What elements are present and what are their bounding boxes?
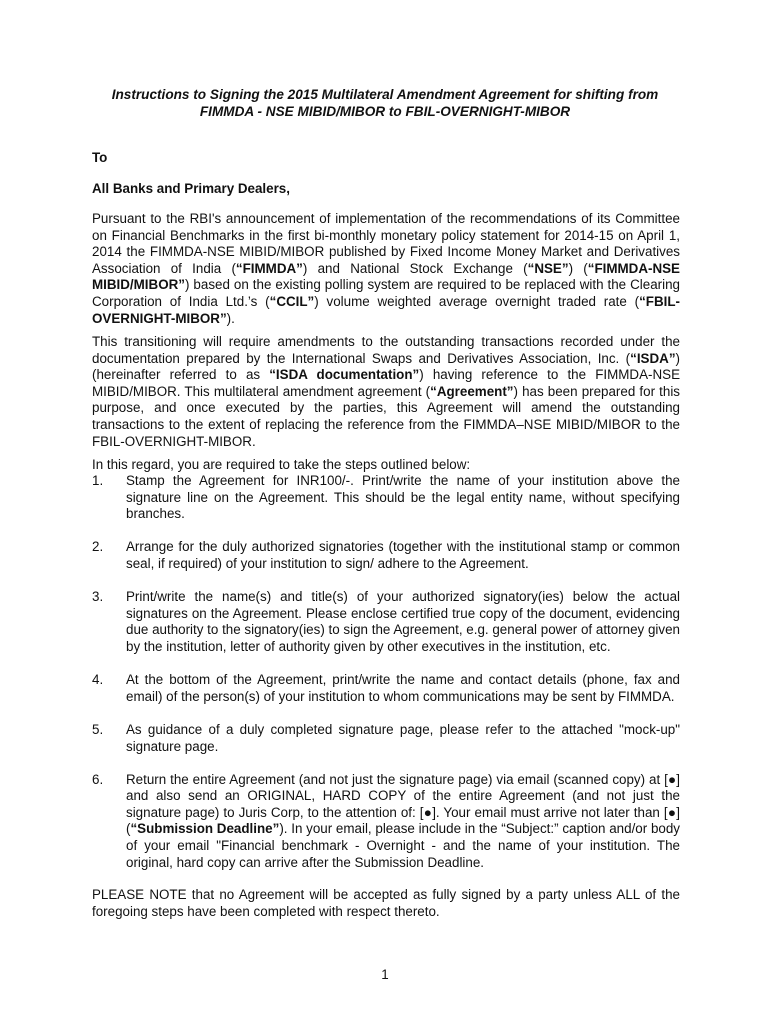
addressee-to: To xyxy=(92,150,108,165)
para2-text-c: ) (hereinafter referred to as xyxy=(92,350,680,383)
step-text: Stamp the Agreement for INR100/-. Print/write the name of your institution above the signature line on the Agreement. This should be the legal entity name, without specifying branches. xyxy=(126,473,680,522)
steps-intro: In this regard, you are required to take the steps outlined below: xyxy=(92,457,471,472)
step-text: Arrange for the duly authorized signatories (together with the institutional stamp or common seal, if required) of your institution to sign/ adhere to the Agreement. xyxy=(126,539,680,571)
paragraph-transitioning xyxy=(92,334,680,450)
step-item xyxy=(92,772,680,872)
page-number: 1 xyxy=(381,967,389,982)
step-number: 4. xyxy=(92,672,104,688)
step6-text-c: ). In your email, please include in the “Subject:” caption and/or body of your email "Financial benchmark - Overnight - and the name of your institution. The original, hard copy can arrive after the Submission Deadline. xyxy=(126,821,680,870)
para1-text-g: ) based on the existing polling system are required to be replaced with the Clearing Corporation of India Ltd.’s ( xyxy=(92,277,680,309)
step-item xyxy=(92,539,680,572)
step-item xyxy=(92,473,680,523)
step-number: 5. xyxy=(92,721,104,737)
para2-text-a: This transitioning will require amendments to the outstanding transactions recorded under the documentation prepared by the International Swaps and Derivatives Association, Inc. ( xyxy=(92,334,680,366)
para2-term-agreement: “Agreement” xyxy=(430,383,514,399)
step-text: As guidance of a duly completed signature page, please refer to the attached "mock-up" signature page. xyxy=(126,721,680,754)
para1-text-c: ) and National Stock Exchange ( xyxy=(302,260,528,276)
document-title xyxy=(86,86,684,120)
please-note-paragraph: PLEASE NOTE that no Agreement will be accepted as fully signed by a party unless ALL of the foregoing steps have been completed with respect thereto. xyxy=(92,887,680,919)
step-text xyxy=(126,772,680,872)
steps-list xyxy=(92,473,680,888)
paragraph-rbi-announcement xyxy=(92,211,680,327)
step-text: At the bottom of the Agreement, print/write the name and contact details (phone, fax and email) of the person(s) of your institution to whom communications may be sent by FIMMDA. xyxy=(126,672,680,704)
step-number: 2. xyxy=(92,539,104,555)
para1-term-ccil: “CCIL” xyxy=(269,293,315,309)
para2-term-isda-documentation: “ISDA documentation” xyxy=(269,367,420,383)
step-number: 3. xyxy=(92,589,104,605)
step6-text-a: Return the entire Agreement (and not just the signature page) via email (scanned copy) at [●] and also send an ORIGINAL, HARD COPY of the entire Agreement (and not just the signature page) to Juris Corp, to the attention of: [●]. Your email must arrive not later than [●] ( xyxy=(126,771,680,837)
para1-term-fimmda: “FIMMDA” xyxy=(235,260,303,276)
para2-text-e: ) having reference to the FIMMDA-NSE MIBID/MIBOR. This multilateral amendment agreement ( xyxy=(92,367,680,399)
para1-text-a: Pursuant to the RBI's announcement of implementation of the recommendations of its Committee on Financial Benchmarks in the first bi-monthly monetary policy statement for 2014-15 on April 1, 2014 the FIMMDA-NSE MIBID/MIBOR published by Fixed Income Money Market and Derivatives Association of India ( xyxy=(92,211,680,276)
step6-term-submission-deadline: “Submission Deadline” xyxy=(130,821,280,837)
para1-term-fbil: “FBIL-OVERNIGHT-MIBOR” xyxy=(92,293,681,326)
step-item xyxy=(92,589,680,655)
para1-text-i: ) volume weighted average overnight traded rate ( xyxy=(314,293,640,309)
step-number: 6. xyxy=(92,771,104,787)
para1-text-k: ). xyxy=(226,310,235,326)
step-text: Print/write the name(s) and title(s) of your authorized signatory(ies) below the actual signatures on the Agreement. Please enclose certified true copy of the document, evidencing due authority to the signatory(ies) to sign the Agreement, e.g. general power of attorney given by the institution, letter of authority given by other executives in the institution, etc. xyxy=(126,589,680,654)
step-number: 1. xyxy=(92,473,104,488)
step-item xyxy=(92,722,680,755)
para1-text-e: ) ( xyxy=(568,260,588,276)
salutation: All Banks and Primary Dealers, xyxy=(92,181,290,196)
para1-term-fimmda-nse: “FIMMDA-NSE MIBID/MIBOR” xyxy=(92,260,680,293)
title-line-2: FIMMDA - NSE MIBID/MIBOR to FBIL-OVERNIGHT-MIBOR xyxy=(199,104,571,119)
step-item xyxy=(92,672,680,705)
para1-term-nse: “NSE” xyxy=(527,260,569,276)
para2-text-g: ) has been prepared for this purpose, and once executed by the parties, this Agreement will amend the outstanding transactions to the extent of replacing the reference from the FIMMDA–NSE MIBID/MIBOR to the FBIL-OVERNIGHT-MIBOR. xyxy=(92,383,680,449)
para2-term-isda: “ISDA” xyxy=(630,350,676,366)
title-line-1: Instructions to Signing the 2015 Multilateral Amendment Agreement for shifting from xyxy=(111,87,659,102)
